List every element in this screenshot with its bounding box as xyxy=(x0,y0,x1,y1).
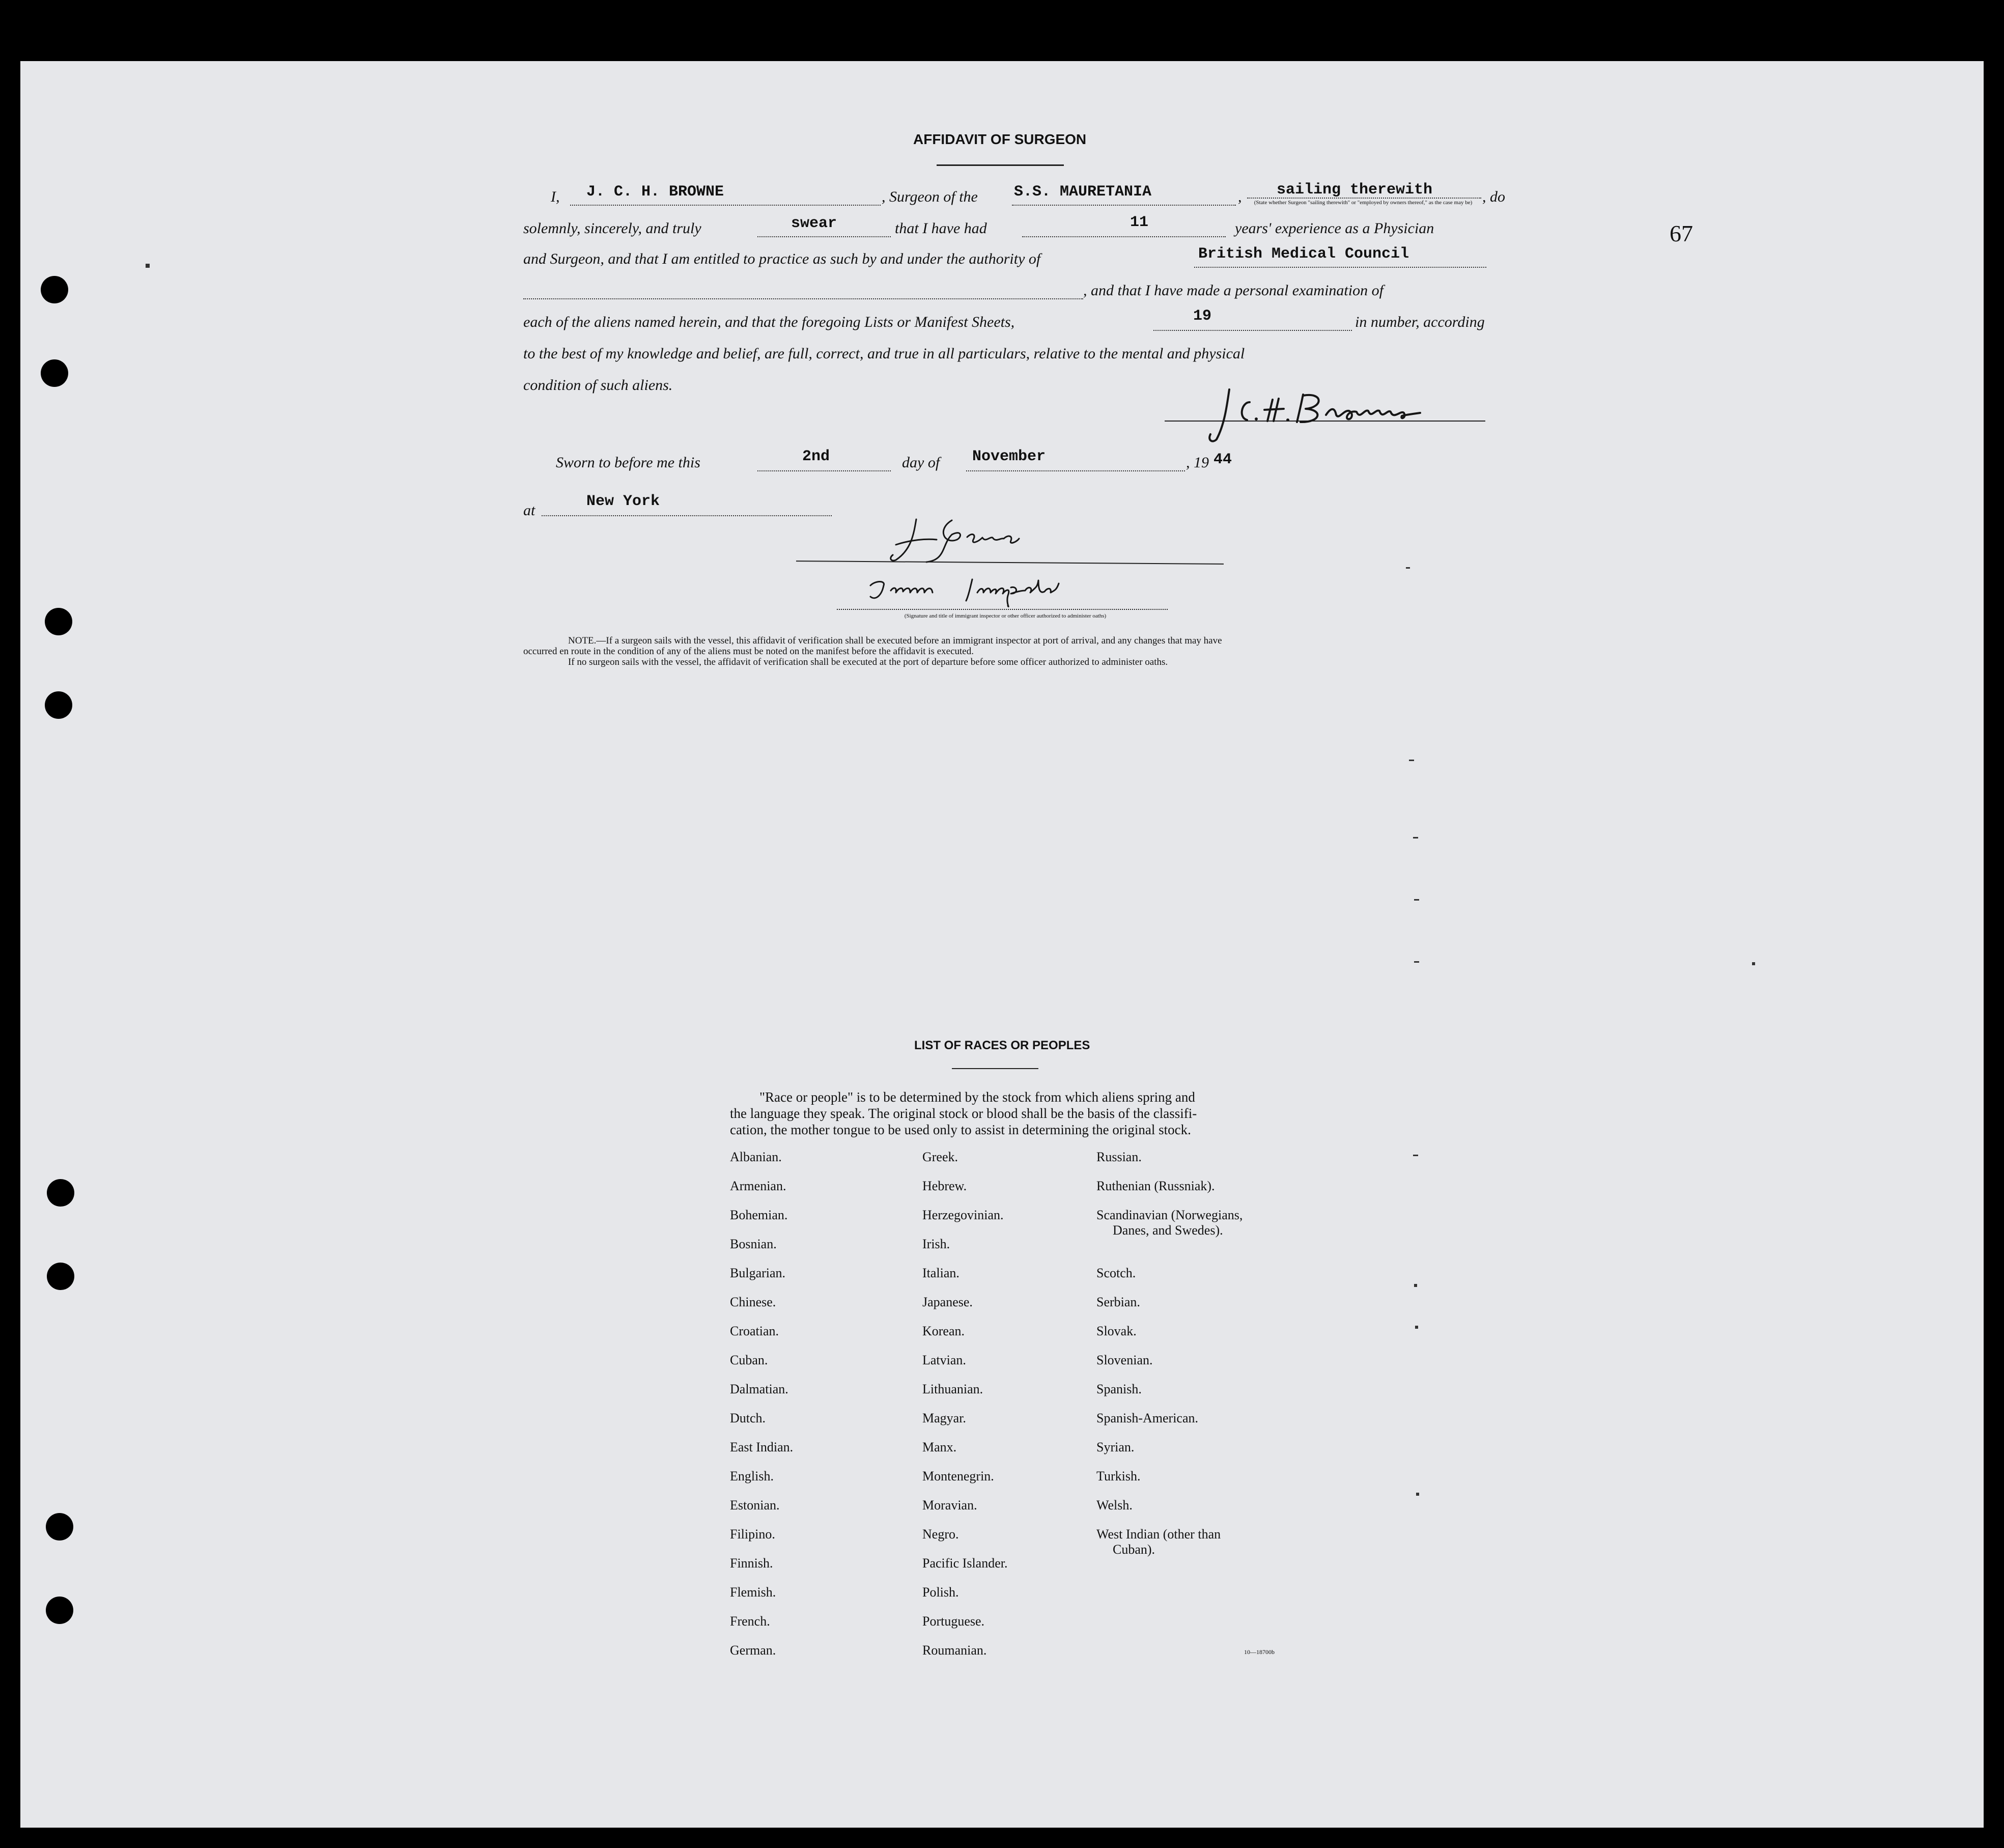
at-prefix: at xyxy=(523,502,535,519)
races-title: LIST OF RACES OR PEOPLES xyxy=(914,1039,1090,1052)
scan-speck xyxy=(1414,899,1419,901)
line1-suffix: , do xyxy=(1482,188,1505,205)
race-entry: Ruthenian (Russniak). xyxy=(1096,1179,1215,1193)
race-entry: Syrian. xyxy=(1096,1440,1135,1454)
race-entry: Russian. xyxy=(1096,1150,1142,1164)
line2-prefix: solemnly, sincerely, and truly xyxy=(523,220,701,237)
surgeon-name-field xyxy=(570,205,881,206)
title-rule xyxy=(937,164,1064,166)
line2-suffix: years' experience as a Physician xyxy=(1235,220,1434,237)
race-entry: Scandinavian (Norwegians, xyxy=(1096,1208,1243,1222)
race-entry: Korean. xyxy=(922,1324,965,1338)
authority-field xyxy=(1194,267,1486,268)
day-field xyxy=(757,470,891,471)
race-entry: Herzegovinian. xyxy=(922,1208,1004,1222)
race-entry: Montenegrin. xyxy=(922,1469,994,1483)
sworn-day: 2nd xyxy=(802,448,830,465)
sheets-count: 19 xyxy=(1193,307,1212,325)
race-entry: Hebrew. xyxy=(922,1179,967,1193)
race-entry: Turkish. xyxy=(1096,1469,1141,1483)
scan-speck xyxy=(146,264,150,268)
race-entry: Serbian. xyxy=(1096,1295,1140,1309)
authority: British Medical Council xyxy=(1198,245,1409,263)
sworn-comma-19: , 19 xyxy=(1186,454,1209,471)
binder-hole xyxy=(47,1263,74,1290)
scan-speck xyxy=(1414,961,1419,963)
race-entry: Italian. xyxy=(922,1266,959,1280)
binder-hole xyxy=(46,1513,73,1541)
race-entry: Chinese. xyxy=(730,1295,776,1309)
race-entry: Polish. xyxy=(922,1585,959,1600)
race-entry: Bohemian. xyxy=(730,1208,788,1222)
years-count: 11 xyxy=(1130,214,1149,231)
scan-speck xyxy=(1409,760,1414,761)
scan-speck xyxy=(1416,1493,1419,1496)
race-entry: Danes, and Swedes). xyxy=(1113,1223,1223,1238)
race-entry: Bulgarian. xyxy=(730,1266,786,1280)
binder-hole xyxy=(47,1179,74,1207)
line2-had: that I have had xyxy=(895,220,987,237)
official-signature xyxy=(886,509,1089,565)
race-entry: Pacific Islander. xyxy=(922,1556,1008,1571)
capacity: sailing therewith xyxy=(1277,181,1433,199)
race-entry: Negro. xyxy=(922,1527,959,1542)
manifest-page xyxy=(20,61,1984,1828)
note-line3: If no surgeon sails with the vessel, the affidavit of verification shall be executed at the port of departure before some officer authorized to administer oaths. xyxy=(568,657,1168,667)
binder-hole xyxy=(45,691,72,719)
scan-speck xyxy=(1414,1284,1417,1287)
race-entry: Portuguese. xyxy=(922,1614,985,1629)
scan-speck xyxy=(1406,567,1410,569)
scan-speck xyxy=(1413,1155,1418,1156)
race-entry: Japanese. xyxy=(922,1295,973,1309)
race-entry: Welsh. xyxy=(1096,1498,1133,1513)
scan-speck xyxy=(1752,962,1755,965)
race-entry: Spanish. xyxy=(1096,1382,1142,1396)
ship-field xyxy=(1012,205,1236,206)
binder-hole xyxy=(46,1597,73,1624)
scan-speck xyxy=(1415,1326,1418,1329)
race-entry: Albanian. xyxy=(730,1150,782,1164)
place-field xyxy=(542,515,832,516)
line6-text: to the best of my knowledge and belief, are full, correct, and true in all particulars, relative to the mental and physical xyxy=(523,345,1245,362)
race-entry: Roumanian. xyxy=(922,1643,987,1658)
official-title-line xyxy=(837,609,1168,610)
race-entry: Latvian. xyxy=(922,1353,966,1367)
races-intro-line3: cation, the mother tongue to be used only to assist in determining the original stock. xyxy=(730,1122,1191,1137)
race-entry: Croatian. xyxy=(730,1324,779,1338)
binder-hole xyxy=(45,608,72,635)
race-entry: Irish. xyxy=(922,1237,950,1251)
races-intro-line2: the language they speak. The original stock or blood shall be the basis of the classifi- xyxy=(730,1106,1197,1121)
line1-comma: , xyxy=(1238,188,1242,205)
race-entry: Slovenian. xyxy=(1096,1353,1153,1367)
ship-name: S.S. MAURETANIA xyxy=(1014,183,1152,201)
race-entry: Bosnian. xyxy=(730,1237,777,1251)
race-entry: Cuban. xyxy=(730,1353,768,1367)
race-entry: Magyar. xyxy=(922,1411,966,1425)
race-entry: Slovak. xyxy=(1096,1324,1137,1338)
race-entry: Spanish-American. xyxy=(1096,1411,1199,1425)
scan-speck xyxy=(1413,837,1418,838)
line7-text: condition of such aliens. xyxy=(523,377,673,394)
oath-word: swear xyxy=(791,215,837,232)
sworn-day-of: day of xyxy=(902,454,940,471)
race-entry: Estonian. xyxy=(730,1498,780,1513)
line3-text: and Surgeon, and that I am entitled to practice as such by and under the authority of xyxy=(523,250,1041,267)
race-entry: Armenian. xyxy=(730,1179,786,1193)
race-entry: West Indian (other than xyxy=(1096,1527,1221,1542)
race-entry: Flemish. xyxy=(730,1585,776,1600)
race-entry: French. xyxy=(730,1614,770,1629)
races-title-rule xyxy=(952,1068,1038,1069)
page-number: 67 xyxy=(1670,220,1693,246)
sworn-prefix: Sworn to before me this xyxy=(556,454,700,471)
line1-prefix: I, xyxy=(551,188,560,205)
binder-hole xyxy=(41,276,68,303)
note-line2: occurred en route in the condition of any of the aliens must be noted on the manifest before the affidavit is executed. xyxy=(523,646,974,657)
race-entry: Greek. xyxy=(922,1150,958,1164)
official-title xyxy=(855,565,1140,611)
race-entry: Finnish. xyxy=(730,1556,773,1571)
authority-field-continued xyxy=(523,298,1083,299)
surgeon-signature xyxy=(1201,379,1435,445)
binder-hole xyxy=(41,359,68,387)
sworn-month: November xyxy=(972,448,1046,465)
race-entry: Scotch. xyxy=(1096,1266,1136,1280)
official-caption: (Signature and title of immigrant inspector or other officer authorized to administer oaths) xyxy=(904,613,1107,619)
sheets-field xyxy=(1153,330,1352,331)
race-entry: Cuban). xyxy=(1113,1542,1155,1557)
surgeon-name: J. C. H. BROWNE xyxy=(586,183,724,201)
race-entry: Lithuanian. xyxy=(922,1382,983,1396)
races-intro-line1: "Race or people" is to be determined by the stock from which aliens spring and xyxy=(759,1089,1195,1105)
race-entry: English. xyxy=(730,1469,774,1483)
note-line1: NOTE.—If a surgeon sails with the vessel, this affidavit of verification shall be executed before an immigrant inspector at port of arrival, and any changes that may have xyxy=(568,635,1222,646)
race-entry: East Indian. xyxy=(730,1440,794,1454)
month-field xyxy=(966,470,1185,471)
race-entry: Dalmatian. xyxy=(730,1382,788,1396)
form-code: 10—18700b xyxy=(1244,1648,1275,1656)
line5-text: each of the aliens named herein, and that the foregoing Lists or Manifest Sheets, xyxy=(523,314,1015,330)
race-entry: Moravian. xyxy=(922,1498,977,1513)
race-entry: Manx. xyxy=(922,1440,957,1454)
race-entry: German. xyxy=(730,1643,776,1658)
years-field xyxy=(1022,236,1226,237)
capacity-note: (State whether Surgeon "sailing therewith" or "employed by owners thereof," as the case may be) xyxy=(1254,200,1473,206)
race-entry: Filipino. xyxy=(730,1527,775,1542)
line5-suffix: in number, according xyxy=(1355,314,1485,330)
line4-text: , and that I have made a personal examination of xyxy=(1083,282,1384,299)
race-entry: Dutch. xyxy=(730,1411,766,1425)
affidavit-title: AFFIDAVIT OF SURGEON xyxy=(913,131,1087,147)
oath-field xyxy=(757,236,891,237)
at-place: New York xyxy=(586,493,660,510)
line1-surgeon-of: , Surgeon of the xyxy=(882,188,978,205)
sworn-year: 44 xyxy=(1213,451,1232,468)
